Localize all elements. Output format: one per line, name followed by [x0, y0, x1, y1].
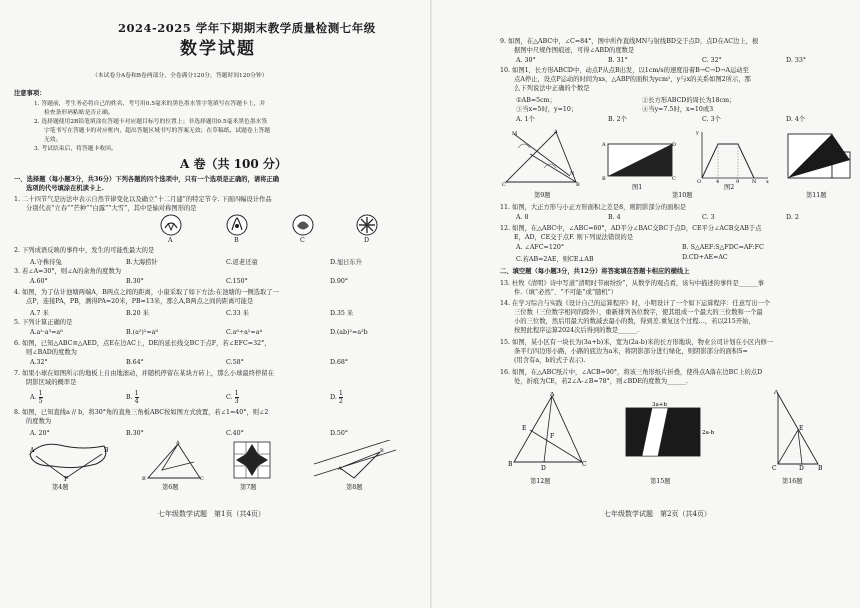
numerator: 1 [134, 390, 139, 397]
question-5: 5. 下列计算正确的是 [14, 319, 73, 326]
q4-option: B.20 米 [126, 310, 149, 317]
question-15: (用含有a，b的式子表示). [514, 357, 586, 364]
tick-label: N [752, 179, 757, 184]
q2-option: C.返老还童 [226, 259, 258, 266]
q5-option: A.a²·a³=a⁶ [30, 329, 63, 336]
question-13: 件.（填“必然”、“不可能”或“随机”） [514, 289, 618, 296]
q7-option-label: B. [126, 394, 133, 401]
q7-option-a [30, 390, 43, 405]
rectangle-figure-1 [602, 140, 678, 182]
fraction [339, 390, 343, 405]
q2-option: A.守株待兔 [30, 259, 62, 266]
q11-option: D. 2 [786, 214, 799, 221]
land-plot-figure [622, 398, 718, 460]
q11-option: C. 3 [702, 214, 715, 221]
question-14: 14. 在学习综合与实践《设计自己的运算程序》时，小明设计了一个如下运算程序：任意写出一个 [500, 300, 771, 307]
q7-option-d [330, 390, 343, 405]
figure-sub-caption: 图2 [724, 184, 735, 191]
tick-label: 9 [736, 179, 740, 184]
q9-option: C. 32° [702, 57, 722, 64]
svg-text:C: C [772, 465, 777, 472]
question-7: 阴影区域的概率是 [26, 379, 77, 386]
q8-option: C.40° [226, 430, 244, 437]
q7-option-label: D. [330, 394, 337, 401]
svg-text:A: A [176, 440, 180, 446]
denominator: 5 [38, 398, 43, 405]
svg-text:B: B [142, 476, 146, 482]
denominator: 2 [338, 398, 343, 405]
svg-text:D: D [672, 142, 677, 148]
question-8: 的度数为 [26, 418, 52, 425]
q7-option-label: A. [30, 394, 37, 401]
svg-text:C: C [582, 461, 587, 468]
q5-option: B.(a²)²=a⁸ [126, 329, 158, 336]
q9-option: A. 30° [516, 57, 536, 64]
q7-option-label: C. [226, 394, 233, 401]
svg-text:M: M [512, 131, 518, 137]
question-9: 9. 如图，在△ABC中，∠C=84°，图中所作直线MN与射线BD交于点D，点D在AC边上，根 [500, 38, 759, 45]
exam-title: 2024-2025 学年下期期末教学质量检测七年级 [118, 21, 376, 35]
svg-text:D: D [799, 465, 804, 472]
q4-option: D.35 米 [330, 310, 354, 317]
q2-option: B.大海捞针 [126, 259, 158, 266]
svg-text:A: A [602, 142, 606, 148]
figure-caption: 第9题 [534, 192, 551, 199]
tile-floor-figure [232, 440, 272, 480]
q3-option: D.90° [330, 278, 348, 285]
q9-option: D. 33° [786, 57, 806, 64]
question-10: 10. 如图1，长方形ABCD中，动点P从点B出发，以1cm/s的速度沿着B→C→D→A运动至 [500, 67, 749, 74]
question-3: 3. 若∠A=30°，则∠A的余角的度数为 [14, 268, 122, 275]
svg-text:B: B [818, 465, 823, 472]
dimension-label-side: 2a-b [702, 430, 715, 436]
figure-sub-caption: 图1 [632, 184, 643, 191]
notice-line: 字笔书写在答题卡的对应框内，超出答题区域书写的答案无效；在草稿纸、试题卷上答题 [44, 128, 271, 134]
svg-text:P: P [64, 476, 69, 482]
q4-option: A.7 米 [30, 310, 49, 317]
q3-option: A.60° [30, 278, 48, 285]
q12-option: D.CD+AE=AC [682, 254, 728, 261]
q12-option: C.若AB=2AE，则CE⊥AB [516, 256, 594, 263]
subject-title: 数学试题 [180, 39, 256, 59]
solar-term-bailu-icon [292, 214, 314, 236]
q10-statement: ④当y=7.5时，x=10或3 [642, 106, 714, 113]
question-14: 三位数（三位数字相同的除外），重新排列各位数字，使其组成一个最大的三位数和一个最 [514, 309, 763, 316]
squares-shaded-figure [784, 128, 854, 184]
q10-option: D. 4个 [786, 116, 806, 123]
figure-caption: 第12题 [530, 478, 551, 485]
question-15: 条平行四边形小路，小路的底边为a米，将阴影部分进行绿化，则阴影部分的面积S= [514, 348, 748, 355]
pond-figure [22, 440, 112, 482]
question-10: 么下列说法中正确的个数是 [514, 85, 590, 92]
figure-caption: 第16题 [782, 478, 803, 485]
section-1-head: 选项的代号填涂在机读卡上. [26, 185, 104, 192]
congruent-triangles-figure [138, 440, 208, 482]
svg-text:E: E [799, 425, 804, 432]
question-7: 7. 如果小球在如图所示的地板上自由地滚动，并随机停留在某块方砖上，那么小球最终停留在 [14, 370, 274, 377]
notice-line: 无效。 [44, 137, 62, 143]
q12-option: A. ∠AFC=120° [516, 244, 565, 251]
angle-bisector-triangle-figure [508, 392, 588, 470]
q3-option: C.150° [226, 278, 248, 285]
q1-option: D [364, 237, 370, 244]
svg-text:B: B [602, 176, 606, 182]
question-13: 13. 杜牧《清明》诗中写道“清明时节雨纷纷”，从数学的观点看，该句中描述的事件是______事 [500, 280, 765, 287]
figure-caption: 第6题 [162, 484, 179, 491]
numerator: 1 [234, 390, 239, 397]
question-12: E，AD，CE交于点F. 则下列说法错误的是 [514, 234, 634, 241]
area-time-graph [694, 128, 772, 184]
svg-text:A: A [554, 129, 558, 135]
notice-line: 1. 答题前，考生务必将自己的姓名、考号用0.5毫米的黑色墨水签字笔填写在答题卡上，并 [34, 101, 266, 107]
q11-option: A. 8 [516, 214, 529, 221]
question-4: 点P，连接PA，PB，测得PA=20米，PB=13米，那么A,B两点之间的距离可能是 [26, 298, 254, 305]
question-1: 分别代表“立春”“芒种”“白露”“大雪”，其中是轴对称图形的是 [26, 205, 197, 212]
q6-option: A.32° [30, 359, 48, 366]
solar-term-lichun-icon [160, 214, 182, 236]
solar-term-mangzhong-icon [226, 214, 248, 236]
question-6: 则∠BAD的度数为 [26, 349, 77, 356]
question-4: 4. 如图，为了估计池塘两端A，B两点之间的距离，小康采取了如下方法:在池塘的一侧选取了一 [14, 289, 279, 296]
q8-option: A. 20° [30, 430, 50, 437]
q1-option: A [168, 237, 173, 244]
q6-option: D.68° [330, 359, 348, 366]
axis-label-x: x [766, 179, 769, 184]
question-12: 12. 如图，在△ABC中，∠ABC=60°，AD平分∠BAC交BC于点D，CE平分∠ACB交AB于点 [500, 225, 762, 232]
q6-option: B.64° [126, 359, 144, 366]
q10-statement: ②长方形ABCD的周长为18cm； [642, 97, 736, 104]
figure-caption: 第8题 [346, 484, 363, 491]
q9-option: B. 31° [608, 57, 628, 64]
fraction [235, 390, 239, 405]
svg-text:N: N [570, 171, 575, 177]
svg-text:B: B [380, 448, 384, 454]
question-1: 1. 二十四节气是历法中表示自然节律变化以及确立“十二月建”的特定节令. 下面四幅设计作品 [14, 196, 272, 203]
notice-line: 检查条形码粘贴是否正确。 [44, 110, 114, 116]
question-9: 据图中尺规作图痕迹，可得∠ABD的度数是 [514, 47, 635, 54]
svg-text:C: C [672, 176, 676, 182]
subtitle: （本试卷分A卷和B卷两部分，全卷满分120分，答题时间120分钟） [92, 73, 268, 79]
svg-text:B: B [576, 182, 580, 186]
notice-line: 3. 考试结束后，将答题卡收回。 [34, 146, 117, 152]
tick-label: O [697, 179, 702, 184]
q10-option: A. 1个 [516, 116, 535, 123]
q5-option: D.(ab)²=a²b [330, 329, 368, 336]
section-2-head: 二、填空题（每小题3分，共12分）将答案填在答题卡相应的横线上 [500, 268, 690, 275]
notice-line: 2. 选择题使用2B铅笔填涂在答题卡对应题目标号的位置上；非选择题用0.5毫米黑色墨水签 [34, 119, 268, 125]
q10-option: C. 3个 [702, 116, 721, 123]
numerator: 1 [38, 390, 43, 397]
section-1-head: 一、选择题（每小题3分，共36分）下列各题的四个选项中，只有一个选项是正确的，请将正确 [14, 176, 280, 183]
svg-text:E: E [522, 425, 527, 432]
svg-text:B: B [104, 447, 109, 454]
q12-option: B. S△AEF:S△FDC=AF:FC [682, 244, 764, 251]
svg-text:B: B [508, 461, 513, 468]
q10-statement: ③当x=5时，y=10； [516, 106, 578, 113]
q2-option: D.旭日东升 [330, 259, 363, 266]
question-14: 小的三位数，然后用最大的数减去最小的数，得到差.重复这个过程…，若以215开始， [514, 318, 755, 325]
question-8: 8. 如图，已知直线a // b，将30°角的直角三角板ABC按如图方式放置，若∠1=40°，则∠2 [14, 409, 269, 416]
solar-term-daxue-icon [356, 214, 378, 236]
figure-caption: 第15题 [650, 478, 671, 485]
q7-option-c [226, 390, 239, 405]
q1-option: B [234, 237, 239, 244]
fraction [135, 390, 139, 405]
svg-text:A: A [30, 447, 35, 454]
question-16: 处，折痕为CE，若2∠A-∠B=78°，则∠BDE的度数为______. [514, 378, 689, 385]
svg-text:D: D [541, 465, 546, 470]
q6-option: C.58° [226, 359, 244, 366]
page-footer: 七年级数学试题 第2页（共4页） [604, 510, 711, 518]
q7-option-b [126, 390, 139, 405]
numerator: 1 [338, 390, 343, 397]
q5-option: C.a⁶÷a²=a⁴ [226, 329, 262, 336]
parallel-lines-triangle-figure [310, 440, 400, 482]
denominator: 4 [134, 398, 139, 405]
page-footer: 七年级数学试题 第1页（共4页） [158, 510, 265, 518]
question-14: 按照此程序运算2024次后得到的数是______. [514, 327, 640, 334]
q10-statement: ①AB=5cm； [516, 97, 556, 104]
svg-text:A: A [550, 392, 555, 398]
q8-option: B.30° [126, 430, 144, 437]
tick-label: 4 [716, 179, 720, 184]
denominator: 3 [234, 398, 239, 405]
q4-option: C.33 米 [226, 310, 249, 317]
page-2 [432, 0, 860, 608]
dimension-label-top: 3a+b [652, 402, 667, 408]
fraction [39, 390, 43, 405]
figure-caption: 第10题 [672, 192, 693, 199]
svg-text:C: C [200, 476, 204, 482]
svg-text:A: A [774, 390, 779, 396]
question-2: 2. 下列成语反映的事件中，发生的可能性最大的是 [14, 247, 155, 254]
svg-text:F: F [550, 433, 555, 440]
figure-caption: 第7题 [240, 484, 257, 491]
svg-text:A: A [338, 466, 342, 472]
q11-option: B. 4 [608, 214, 621, 221]
svg-text:C: C [502, 182, 506, 186]
q3-option: B.30° [126, 278, 144, 285]
question-6: 6. 如图，已知△ABC≌△AED，点E在边AC上，DE的延长线交BC于点F，若∠EFC=32°， [14, 340, 271, 347]
compass-construction-figure [500, 128, 584, 186]
question-15: 15. 如图，某小区有一块长为(3a+b)米，宽为(2a-b)米的长方形地块，物业公司计划在小区内修一 [500, 339, 774, 346]
q10-option: B. 2个 [608, 116, 627, 123]
notice-head: 注意事项： [14, 90, 46, 97]
figure-caption: 第11题 [806, 192, 827, 199]
q8-option: D.50° [330, 430, 348, 437]
folded-triangle-figure [768, 390, 828, 472]
axis-label-y: y [696, 130, 699, 136]
figure-caption: 第4题 [52, 484, 69, 491]
section-a-title: A 卷（共 100 分） [180, 157, 287, 171]
question-16: 16. 如图，在△ABC纸片中，∠ACB=90°，将该三角形纸片折叠，使得点A落在边BC上的点D [500, 369, 763, 376]
question-11: 11. 如图，大正方形与小正方形面积之差是8，则阴影部分的面积是 [500, 204, 687, 211]
question-10: 点A停止，设点P运动的时间为xs，△ABP的面积为ycm²，y与x的关系如图2所示，那 [514, 76, 751, 83]
q1-option: C [300, 237, 305, 244]
